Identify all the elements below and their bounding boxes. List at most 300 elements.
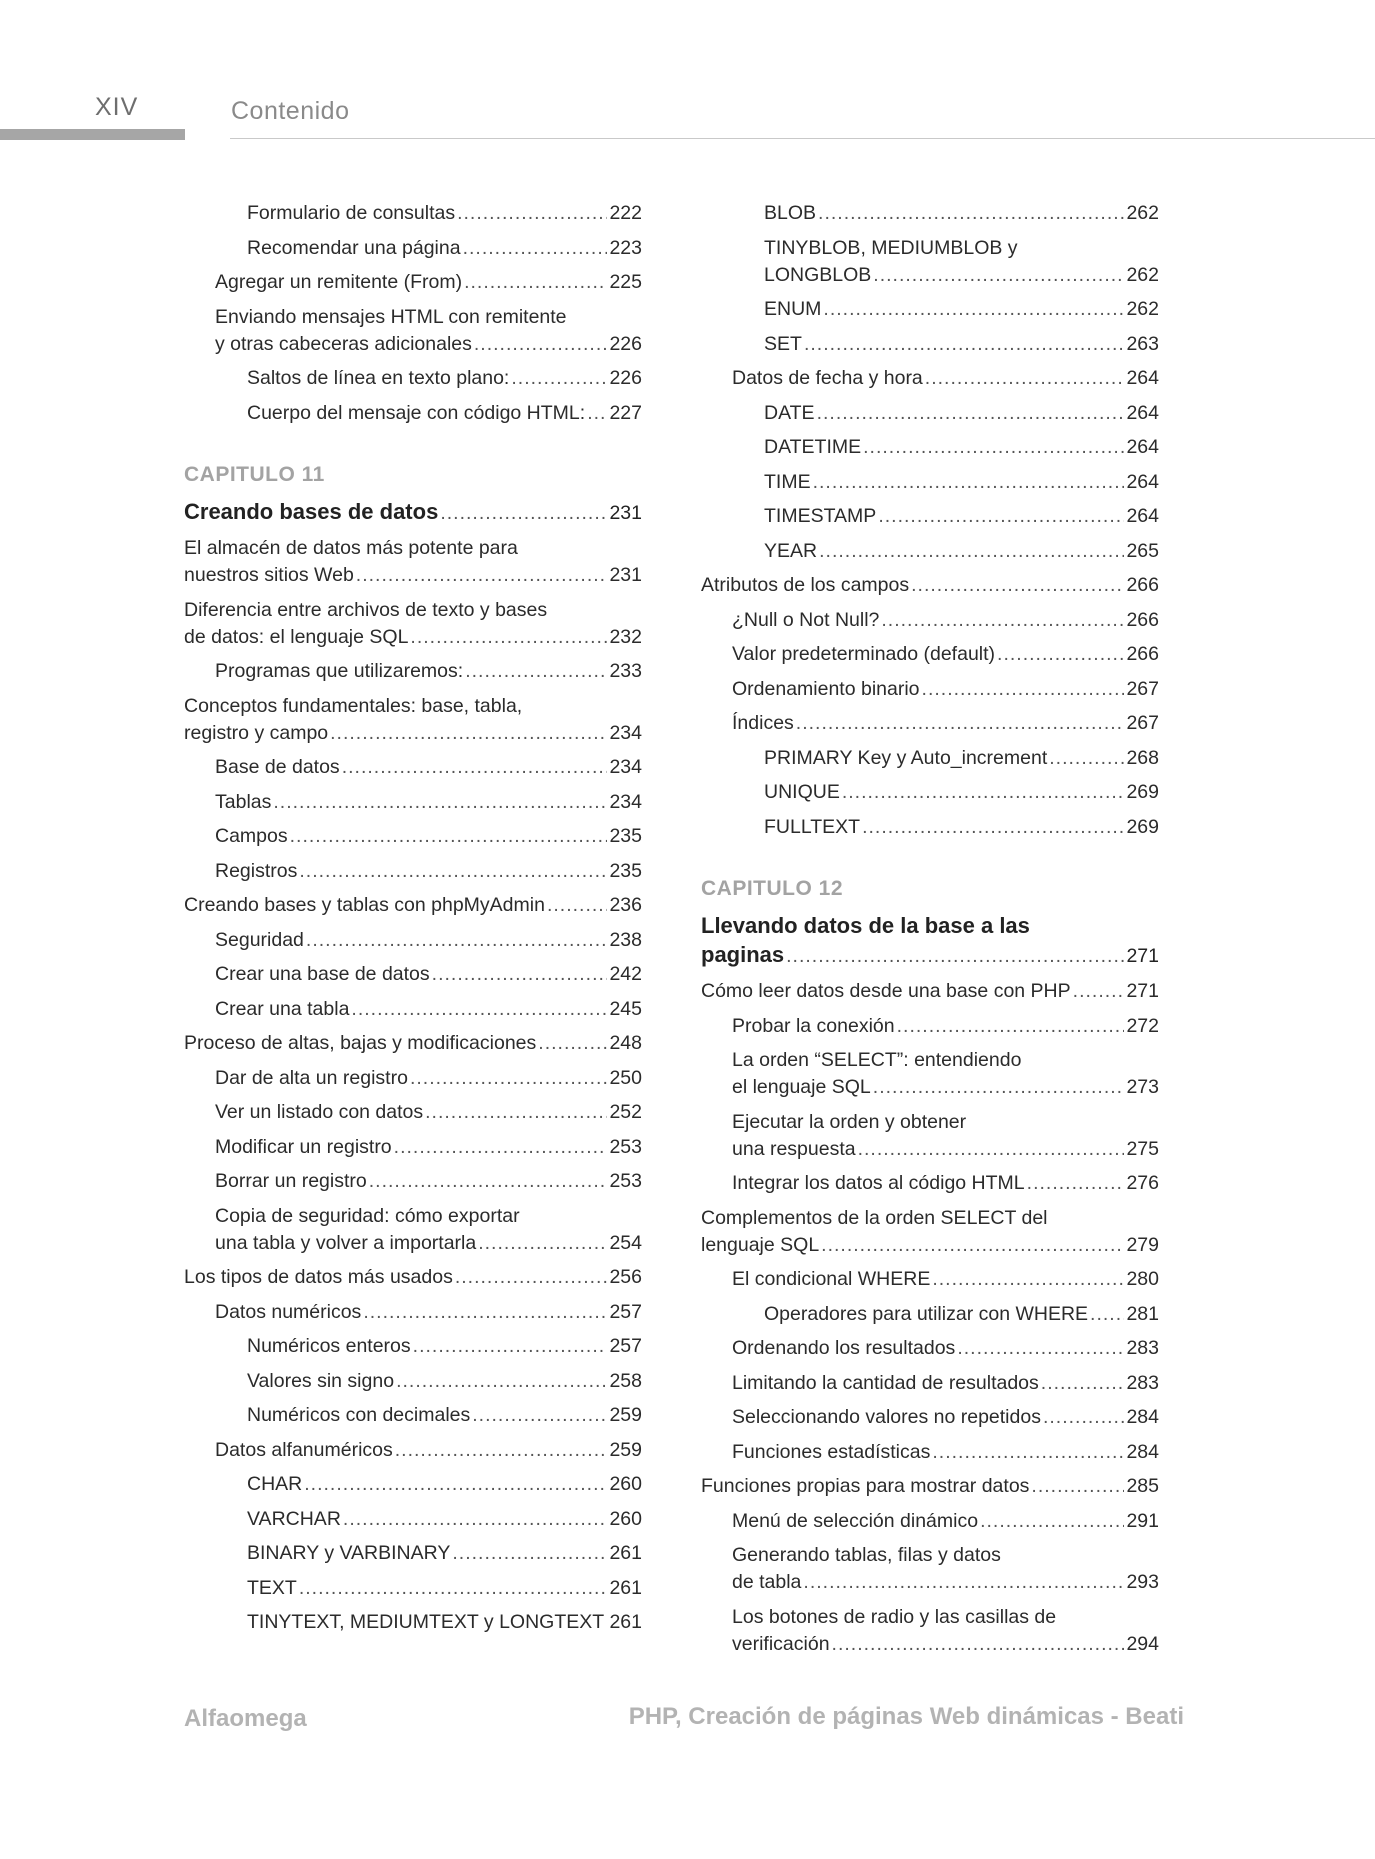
toc-entry (701, 1170, 1159, 1197)
toc-entry-title: TEXT (247, 1576, 297, 1599)
toc-entry-title: Base de datos (215, 756, 340, 778)
dot-leader (1090, 1301, 1124, 1328)
footer-publisher: Alfaomega (184, 1705, 307, 1732)
toc-entry (184, 1609, 642, 1636)
toc-entry-title: Crear una base de datos (215, 963, 430, 985)
toc-page-number: 261 (609, 1611, 642, 1633)
toc-page-number: 283 (1126, 1371, 1159, 1394)
toc-right-column (701, 200, 1159, 1665)
toc-page-number: 253 (609, 1135, 642, 1158)
toc-entry-title: Índices (732, 712, 794, 734)
toc-entry-title: ¿Null o Not Null? (732, 608, 880, 631)
dot-leader (472, 1402, 607, 1429)
toc-entry-title: Menú de selección dinámico (732, 1509, 979, 1532)
chapter-label: CAPITULO 11 (184, 462, 325, 486)
toc-chapter-title (184, 497, 642, 528)
dot-leader (465, 658, 607, 685)
toc-entry (184, 658, 642, 685)
toc-entry (701, 978, 1159, 1005)
toc-page-number: 234 (609, 790, 642, 813)
toc-entry-title: TINYTEXT, MEDIUMTEXT y LONGTEXT (247, 1611, 605, 1633)
toc-page-number: 226 (609, 332, 642, 355)
toc-entry-title: el lenguaje SQL (732, 1076, 871, 1098)
page-number: XIV (95, 93, 139, 121)
toc-entry (184, 1299, 642, 1326)
dot-leader (1049, 745, 1124, 772)
dot-leader (878, 503, 1124, 530)
toc-entry-title: Ordenando los resultados (732, 1337, 956, 1359)
toc-entry-title: Modificar un registro (215, 1135, 392, 1158)
toc-entry-title: Tablas (215, 790, 272, 813)
dot-leader (823, 296, 1124, 323)
dot-leader (862, 814, 1124, 841)
toc-page-number: 234 (609, 721, 642, 744)
toc-entry-title-line: Llevando datos de la base a las (701, 912, 1030, 938)
dot-leader (796, 710, 1125, 737)
toc-page-number: 248 (609, 1032, 642, 1054)
toc-entry (701, 1370, 1159, 1397)
toc-entry-title: SET (764, 332, 802, 355)
toc-page-number: 266 (1126, 608, 1159, 631)
toc-entry (701, 814, 1159, 841)
dot-leader (464, 269, 607, 296)
toc-entry (701, 469, 1159, 496)
toc-left-column (184, 200, 642, 1644)
toc-entry (701, 331, 1159, 358)
dot-leader (538, 1030, 607, 1057)
toc-page-number: 262 (1126, 263, 1159, 286)
dot-leader (478, 1230, 607, 1257)
toc-page-number: 252 (609, 1101, 642, 1123)
dot-leader (1041, 1370, 1125, 1397)
toc-entry (184, 693, 642, 747)
toc-page-number: 234 (609, 756, 642, 778)
toc-page-number: 264 (1126, 436, 1159, 458)
toc-entry-title-line: Enviando mensajes HTML con remitente (215, 305, 567, 328)
toc-page-number: 257 (609, 1335, 642, 1357)
toc-entry (701, 503, 1159, 530)
toc-entry-title: Cuerpo del mensaje con código HTML: (247, 401, 586, 424)
toc-page-number: 280 (1126, 1268, 1159, 1290)
toc-entry (184, 1506, 642, 1533)
dot-leader (440, 499, 607, 528)
toc-entry (701, 745, 1159, 772)
toc-entry-title: Cómo leer datos desde una base con PHP (701, 980, 1071, 1002)
toc-entry-title: Numéricos con decimales (247, 1404, 471, 1426)
toc-entry-title: Funciones propias para mostrar datos (701, 1475, 1030, 1497)
dot-leader (432, 961, 608, 988)
toc-page-number: 259 (609, 1404, 642, 1426)
toc-page-number: 267 (1126, 677, 1159, 700)
toc-entry (184, 1065, 642, 1092)
toc-entry-title-line: Conceptos fundamentales: base, tabla, (184, 694, 523, 717)
toc-entry-title: registro y campo (184, 721, 329, 744)
toc-page-number: 233 (609, 660, 642, 682)
toc-entry (701, 1404, 1159, 1431)
dot-leader (356, 562, 608, 589)
toc-entry (184, 754, 642, 781)
dot-leader (587, 400, 607, 427)
toc-entry-title: FULLTEXT (764, 815, 861, 838)
toc-page-number: 231 (609, 501, 642, 524)
dot-leader (873, 1074, 1125, 1101)
toc-page-number: 272 (1126, 1014, 1159, 1037)
dot-leader (803, 1569, 1124, 1596)
toc-entry (184, 597, 642, 651)
toc-entry-title-line: Los botones de radio y las casillas de (732, 1605, 1057, 1628)
toc-entry-title: Operadores para utilizar con WHERE (764, 1302, 1089, 1325)
toc-entry-title: Recomendar una página (247, 236, 461, 259)
toc-entry (184, 304, 642, 358)
toc-entry-title: Campos (215, 825, 288, 847)
toc-page-number: 265 (1126, 539, 1159, 562)
dot-leader (1043, 1404, 1125, 1431)
toc-entry-title-line: La orden “SELECT”: entendiendo (732, 1049, 1022, 1071)
toc-page-number: 276 (1126, 1172, 1159, 1194)
toc-page-number: 236 (609, 894, 642, 916)
dot-leader (786, 942, 1124, 971)
toc-entry-title: Borrar un registro (215, 1170, 367, 1192)
toc-entry (184, 365, 642, 392)
toc-entry-title: Numéricos enteros (247, 1335, 411, 1357)
toc-entry (184, 1575, 642, 1602)
toc-page-number: 256 (609, 1266, 642, 1288)
toc-entry-title: El condicional WHERE (732, 1268, 931, 1290)
toc-entry-title: Datos alfanuméricos (215, 1438, 393, 1461)
toc-entry-title: verificación (732, 1632, 830, 1655)
toc-page-number: 262 (1126, 202, 1159, 224)
dot-leader (396, 1368, 607, 1395)
toc-entry-title: UNIQUE (764, 781, 840, 803)
toc-page-number: 268 (1126, 746, 1159, 769)
dot-leader (842, 779, 1125, 806)
toc-entry-title: Valor predeterminado (default) (732, 643, 996, 665)
toc-entry (701, 1439, 1159, 1466)
toc-entry-title: DATETIME (764, 436, 862, 458)
toc-entry-title: Programas que utilizaremos: (215, 660, 464, 682)
dot-leader (897, 1013, 1125, 1040)
toc-entry (184, 996, 642, 1023)
toc-entry-title: Proceso de altas, bajas y modificaciones (184, 1032, 537, 1054)
toc-page-number: 284 (1126, 1406, 1159, 1428)
dot-leader (395, 1437, 608, 1464)
toc-page-number: 238 (609, 928, 642, 951)
toc-entry-title: una tabla y volver a importarla (215, 1231, 477, 1254)
toc-page-number: 284 (1126, 1440, 1159, 1463)
toc-chapter-title (701, 911, 1159, 971)
toc-page-number: 253 (609, 1170, 642, 1192)
toc-entry-title: Probar la conexión (732, 1014, 895, 1037)
dot-leader (457, 200, 607, 227)
toc-entry-title: BLOB (764, 202, 817, 224)
toc-entry-title: Registros (215, 859, 298, 882)
toc-entry (701, 641, 1159, 668)
dot-leader (873, 262, 1124, 289)
toc-entry (701, 200, 1159, 227)
toc-entry-title: Integrar los datos al código HTML (732, 1172, 1025, 1194)
dot-leader (547, 892, 608, 919)
toc-entry (701, 710, 1159, 737)
dot-leader (410, 1065, 608, 1092)
toc-page-number: 235 (609, 825, 642, 847)
dot-leader (932, 1439, 1124, 1466)
dot-leader (818, 200, 1124, 227)
dot-leader (957, 1335, 1124, 1362)
toc-entry-title-line: Diferencia entre archivos de texto y bases (184, 598, 548, 621)
toc-entry (184, 235, 642, 262)
toc-entry (701, 1542, 1159, 1596)
toc-entry (701, 1013, 1159, 1040)
dot-leader (511, 365, 607, 392)
toc-entry (701, 1508, 1159, 1535)
toc-page-number: 261 (609, 1576, 642, 1599)
toc-entry-title: TIMESTAMP (764, 505, 877, 527)
toc-entry (184, 892, 642, 919)
toc-entry-title-line: Generando tablas, filas y datos (732, 1544, 1001, 1566)
toc-entry (701, 1473, 1159, 1500)
dot-leader (363, 1299, 607, 1326)
toc-entry (701, 607, 1159, 634)
toc-entry-title: Seguridad (215, 928, 304, 951)
dot-leader (804, 331, 1125, 358)
toc-entry (184, 1134, 642, 1161)
dot-leader (821, 1232, 1124, 1259)
toc-page-number: 264 (1126, 470, 1159, 493)
toc-entry-title: una respuesta (732, 1137, 856, 1160)
toc-page-number: 269 (1126, 815, 1159, 838)
toc-page-number: 258 (609, 1369, 642, 1392)
toc-entry-title: TIME (764, 470, 811, 493)
dot-leader (452, 1540, 607, 1567)
dot-leader (832, 1631, 1125, 1658)
toc-page-number: 250 (609, 1066, 642, 1089)
dot-leader (330, 720, 607, 747)
toc-entry-title: YEAR (764, 539, 818, 562)
toc-entry-title: Limitando la cantidad de resultados (732, 1371, 1039, 1394)
toc-entry-title: Dar de alta un registro (215, 1066, 408, 1089)
toc-page-number: 283 (1126, 1337, 1159, 1359)
toc-page-number: 266 (1126, 643, 1159, 665)
toc-page-number: 259 (609, 1438, 642, 1461)
toc-entry-title-line: Complementos de la orden SELECT del (701, 1206, 1048, 1229)
dot-leader (1031, 1473, 1124, 1500)
toc-entry (184, 400, 642, 427)
toc-entry (184, 1030, 642, 1057)
toc-page-number: 264 (1126, 401, 1159, 424)
dot-leader (817, 400, 1125, 427)
toc-entry-title: Creando bases de datos (184, 498, 439, 524)
toc-page-number: 281 (1126, 1302, 1159, 1325)
toc-entry (701, 1205, 1159, 1259)
dot-leader (290, 823, 608, 850)
dot-leader (911, 572, 1124, 599)
toc-entry-title: ENUM (764, 298, 822, 320)
toc-page-number: 271 (1126, 980, 1159, 1002)
dot-leader (858, 1136, 1125, 1163)
dot-leader (863, 434, 1124, 461)
dot-leader (932, 1266, 1124, 1293)
toc-page-number: 260 (609, 1473, 642, 1495)
toc-page-number: 293 (1126, 1571, 1159, 1593)
dot-leader (997, 641, 1124, 668)
toc-entry-title-line: El almacén de datos más potente para (184, 537, 518, 559)
toc-page-number: 263 (1126, 332, 1159, 355)
toc-page-number: 271 (1126, 944, 1159, 967)
dot-leader (455, 1264, 608, 1291)
toc-entry-title: Datos numéricos (215, 1300, 362, 1323)
toc-entry (184, 1402, 642, 1429)
dot-leader (925, 365, 1125, 392)
dot-leader (474, 331, 608, 358)
toc-entry (184, 858, 642, 885)
toc-entry-title: Ordenamiento binario (732, 677, 920, 700)
toc-entry (701, 235, 1159, 289)
toc-entry-title: Saltos de línea en texto plano: (247, 367, 510, 389)
toc-entry-title: Funciones estadísticas (732, 1440, 931, 1463)
toc-page-number: 235 (609, 859, 642, 882)
toc-entry (184, 789, 642, 816)
toc-entry-title: Valores sin signo (247, 1369, 395, 1392)
toc-entry (184, 535, 642, 589)
dot-leader (813, 469, 1125, 496)
dot-leader (343, 1506, 608, 1533)
toc-page-number: 261 (609, 1542, 642, 1564)
toc-entry (701, 572, 1159, 599)
toc-entry-title: de datos: el lenguaje SQL (184, 625, 409, 648)
toc-entry (701, 365, 1159, 392)
toc-entry (184, 1099, 642, 1126)
toc-entry (701, 1266, 1159, 1293)
toc-entry (184, 1437, 642, 1464)
toc-entry (184, 1471, 642, 1498)
toc-page-number: 222 (609, 202, 642, 224)
toc-entry (184, 1168, 642, 1195)
toc-entry (184, 823, 642, 850)
toc-page-number: 273 (1126, 1076, 1159, 1098)
toc-page-number: 264 (1126, 505, 1159, 527)
toc-entry (184, 200, 642, 227)
toc-entry (701, 296, 1159, 323)
toc-entry-title: Agregar un remitente (From) (215, 271, 463, 293)
toc-page-number: 269 (1126, 781, 1159, 803)
toc-entry (184, 1368, 642, 1395)
toc-entry (701, 779, 1159, 806)
toc-entry (701, 676, 1159, 703)
footer-book-title: PHP, Creación de páginas Web dinámicas - Beati (628, 1703, 1184, 1730)
toc-entry-title: Ver un listado con datos (215, 1101, 424, 1123)
dot-leader (394, 1134, 608, 1161)
toc-entry (701, 1604, 1159, 1658)
header-rule (230, 138, 1375, 139)
toc-page-number: 227 (609, 401, 642, 424)
toc-page-number: 267 (1126, 712, 1159, 734)
dot-leader (463, 235, 608, 262)
toc-entry-title: DATE (764, 401, 815, 424)
toc-entry-title: Crear una tabla (215, 997, 350, 1020)
toc-entry (184, 927, 642, 954)
toc-entry-title: Datos de fecha y hora (732, 367, 923, 389)
toc-page-number: 260 (609, 1507, 642, 1530)
toc-page-number: 225 (609, 271, 642, 293)
dot-leader (881, 607, 1124, 634)
toc-entry (184, 1333, 642, 1360)
toc-entry (701, 400, 1159, 427)
toc-entry-title-line: TINYBLOB, MEDIUMBLOB y (764, 236, 1018, 259)
toc-page-number: 242 (609, 963, 642, 985)
toc-entry (701, 1301, 1159, 1328)
dot-leader (413, 1333, 608, 1360)
dot-leader (306, 927, 608, 954)
toc-entry (184, 961, 642, 988)
toc-entry-title: lenguaje SQL (701, 1233, 820, 1256)
dot-leader (351, 996, 607, 1023)
toc-entry-title: VARCHAR (247, 1507, 341, 1530)
dot-leader (299, 1575, 608, 1602)
toc-entry (701, 434, 1159, 461)
toc-entry-title: Seleccionando valores no repetidos (732, 1406, 1041, 1428)
toc-entry-title: de tabla (732, 1571, 802, 1593)
dot-leader (369, 1168, 608, 1195)
toc-entry-title: CHAR (247, 1473, 303, 1495)
dot-leader (1027, 1170, 1125, 1197)
toc-entry-title: y otras cabeceras adicionales (215, 332, 472, 355)
toc-entry (184, 1540, 642, 1567)
dot-leader (1073, 978, 1125, 1005)
toc-entry-title: LONGBLOB (764, 263, 872, 286)
toc-entry-title: PRIMARY Key y Auto_increment (764, 746, 1048, 769)
toc-page-number: 279 (1126, 1233, 1159, 1256)
toc-entry-title: BINARY y VARBINARY (247, 1542, 451, 1564)
toc-entry (701, 538, 1159, 565)
dot-leader (425, 1099, 607, 1126)
toc-page-number: 294 (1126, 1632, 1159, 1655)
toc-page-number: 291 (1126, 1509, 1159, 1532)
toc-page-number: 275 (1126, 1137, 1159, 1160)
toc-page-number: 245 (609, 997, 642, 1020)
dot-leader (922, 676, 1125, 703)
header-accent-bar (0, 129, 185, 140)
toc-page-number: 285 (1126, 1475, 1159, 1497)
toc-entry (184, 1264, 642, 1291)
toc-page-number: 264 (1126, 367, 1159, 389)
toc-entry-title: paginas (701, 941, 785, 967)
toc-entry-title: Atributos de los campos (701, 574, 910, 596)
toc-page-number: 262 (1126, 298, 1159, 320)
dot-leader (342, 754, 608, 781)
dot-leader (304, 1471, 607, 1498)
toc-entry (184, 269, 642, 296)
dot-leader (299, 858, 607, 885)
toc-page-number: 254 (609, 1231, 642, 1254)
toc-entry (701, 1109, 1159, 1163)
toc-entry-title-line: Ejecutar la orden y obtener (732, 1110, 967, 1133)
toc-page-number: 223 (609, 236, 642, 259)
toc-page-number: 231 (609, 564, 642, 586)
toc-page-number: 226 (609, 367, 642, 389)
running-head: Contenido (231, 97, 350, 125)
toc-page-number: 232 (609, 625, 642, 648)
dot-leader (819, 538, 1124, 565)
toc-entry (701, 1047, 1159, 1101)
chapter-label: CAPITULO 12 (701, 876, 844, 900)
toc-page-number: 266 (1126, 574, 1159, 596)
toc-entry-title-line: Copia de seguridad: cómo exportar (215, 1204, 520, 1227)
dot-leader (410, 624, 607, 651)
toc-entry (184, 1203, 642, 1257)
toc-entry-title: Creando bases y tablas con phpMyAdmin (184, 894, 545, 916)
toc-entry-title: Formulario de consultas (247, 202, 456, 224)
toc-entry-title: nuestros sitios Web (184, 564, 354, 586)
